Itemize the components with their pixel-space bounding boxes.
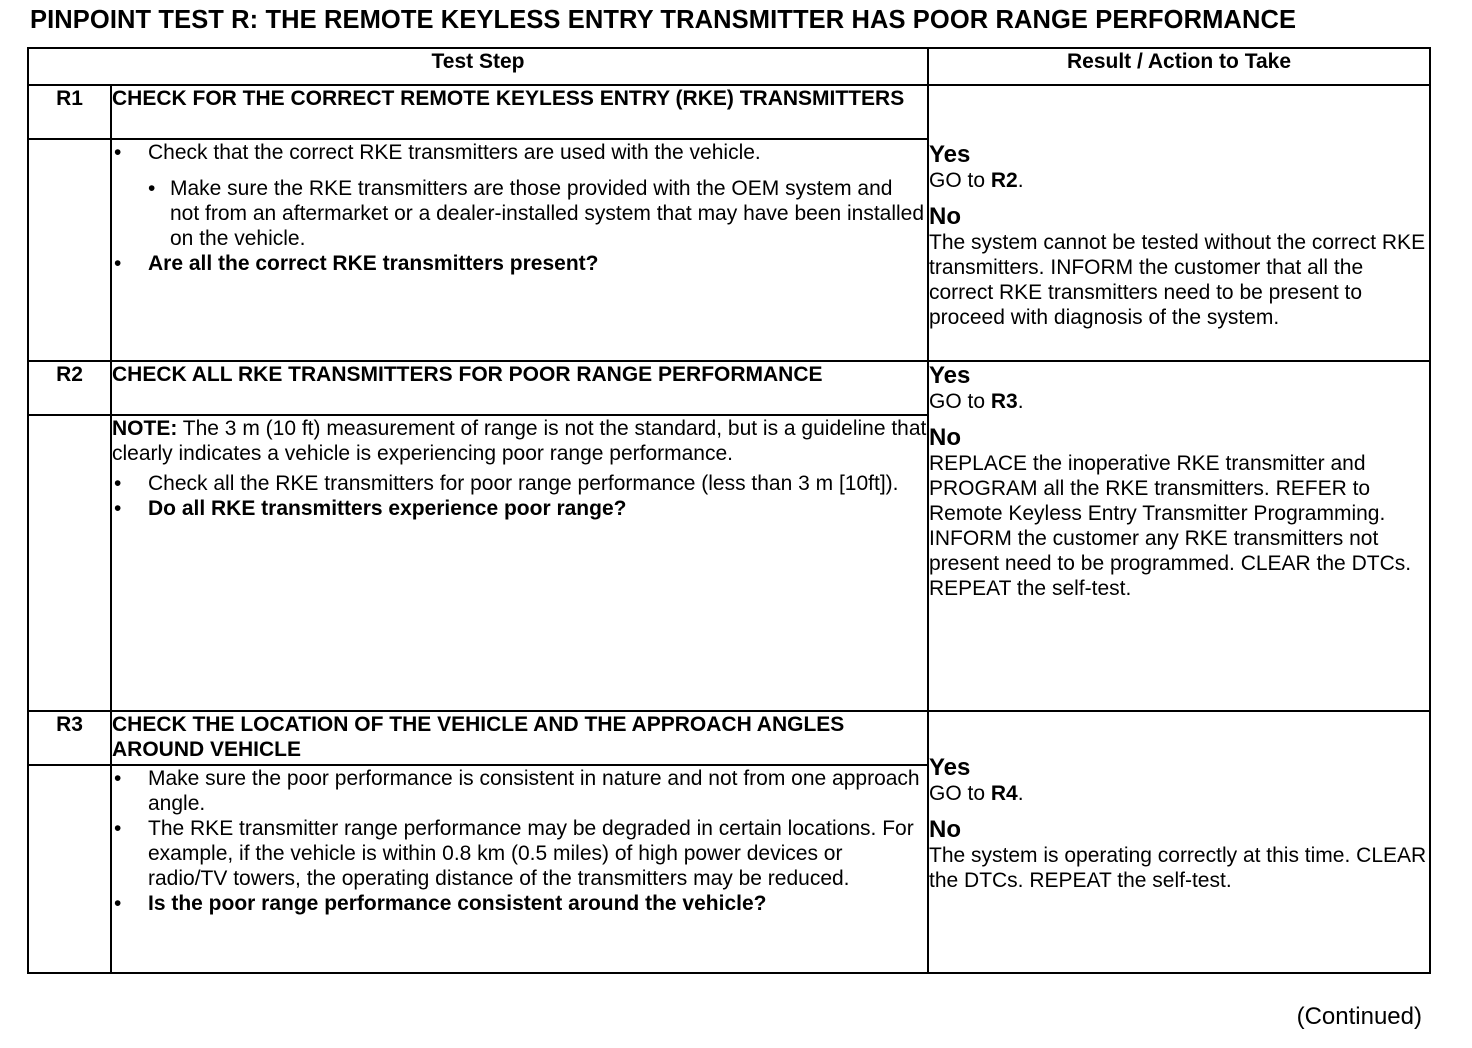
step-body [111,415,928,711]
no-label: No [929,816,961,843]
continued-label: (Continued) [1296,1003,1422,1030]
step-id: R1 [28,85,111,139]
step-r1-title-row [28,85,1430,139]
step-r2-result [928,361,1430,711]
bullet-item: • Check all the RKE transmitters for poor range performance (less than 3 m [10ft]). [114,472,899,495]
step-title: CHECK ALL RKE TRANSMITTERS FOR POOR RANGE PERFORMANCE [111,361,928,415]
step-id: R2 [28,361,111,415]
yes-label: Yes [929,754,971,781]
bullet-item: • Make sure the poor performance is consistent in nature and not from one approach angle. [114,767,920,815]
question-item: • Do all RKE transmitters experience poor range? [114,497,627,520]
step-title: CHECK THE LOCATION OF THE VEHICLE AND THE APPROACH ANGLES AROUND VEHICLE [111,711,928,765]
question-item: • Are all the correct RKE transmitters present? [114,252,599,275]
test-step-header: Test Step [28,48,928,85]
no-label: No [929,424,961,451]
table-header-row [28,48,1430,85]
step-r2-title-row [28,361,1430,415]
step-r3-title-row [28,711,1430,765]
result-header: Result / Action to Take [928,48,1430,85]
no-label: No [929,203,961,230]
question-item: • Is the poor range performance consistent around the vehicle? [114,892,767,915]
bullet-item: • Check that the correct RKE transmitters are used with the vehicle. [114,141,761,164]
no-action: REPLACE the inoperative RKE transmitter and PROGRAM all the RKE transmitters. REFER to Remote Keyless Entry Transmitter Programming. INFORM the customer any RKE transmitters not present need to be programmed. CLEAR the DTCs. REPEAT the self-test. [929,452,1412,600]
pinpoint-test-table [27,47,1431,974]
no-action: The system cannot be tested without the correct RKE transmitters. INFORM the customer that all the correct RKE transmitters need to be present to proceed with diagnosis of the system. [929,231,1426,329]
step-r1-result [928,85,1430,361]
yes-label: Yes [929,141,971,168]
yes-label: Yes [929,362,971,389]
yes-action: GO to R2. [929,169,1024,192]
yes-action: GO to R3. [929,390,1024,413]
yes-action: GO to R4. [929,782,1024,805]
sub-bullet-item: • Make sure the RKE transmitters are those provided with the OEM system and not from an aftermarket or a dealer-installed system that may have been installed on the vehicle. [148,177,925,250]
note-text: NOTE: The 3 m (10 ft) measurement of range is not the standard, but is a guideline that clearly indicates a vehicle is experiencing poor range performance. [112,417,927,465]
step-title: CHECK FOR THE CORRECT REMOTE KEYLESS ENTRY (RKE) TRANSMITTERS [111,85,928,139]
step-id: R3 [28,711,111,765]
step-r3-result [928,711,1430,973]
page-title: PINPOINT TEST R: THE REMOTE KEYLESS ENTRY TRANSMITTER HAS POOR RANGE PERFORMANCE [30,6,1297,34]
step-body [111,765,928,973]
bullet-item: • The RKE transmitter range performance may be degraded in certain locations. For example, if the vehicle is within 0.8 km (0.5 miles) of high power devices or radio/TV towers, the operating distance of the transmitters may be reduced. [114,817,914,890]
no-action: The system is operating correctly at this time. CLEAR the DTCs. REPEAT the self-test. [929,844,1427,892]
step-body [111,139,928,361]
